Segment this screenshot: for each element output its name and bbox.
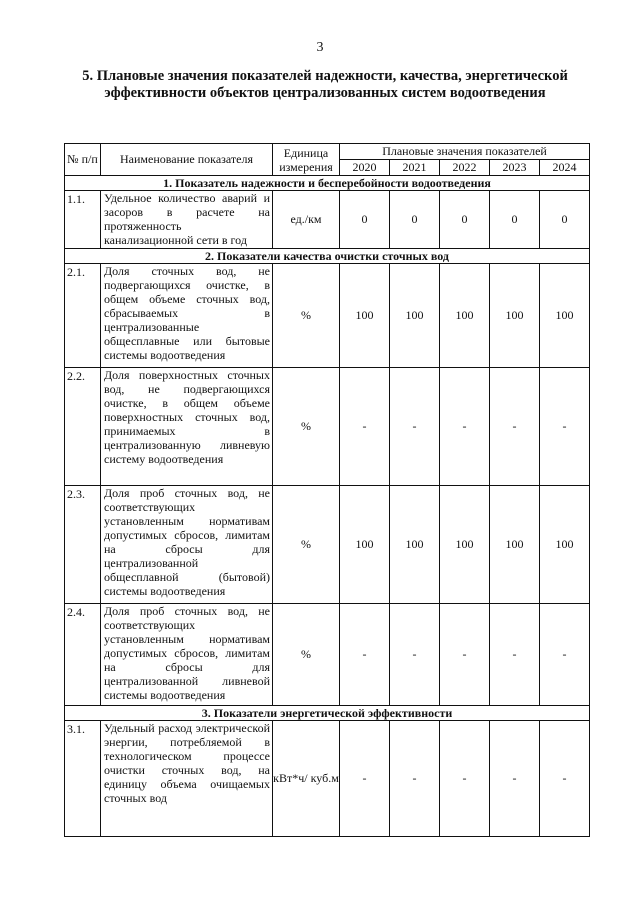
row-number: 2.4. bbox=[65, 604, 101, 706]
unit-cell: % bbox=[273, 604, 340, 706]
value-cell: - bbox=[540, 721, 590, 837]
value-cell: - bbox=[390, 368, 440, 486]
value-cell: - bbox=[490, 604, 540, 706]
value-cell: - bbox=[540, 604, 590, 706]
unit-cell: % bbox=[273, 264, 340, 368]
value-cell: - bbox=[440, 721, 490, 837]
row-number: 2.3. bbox=[65, 486, 101, 604]
indicator-name bbox=[101, 604, 273, 706]
unit-cell: % bbox=[273, 368, 340, 486]
indicator-name bbox=[101, 721, 273, 837]
header-planned-values: Плановые значения показателей bbox=[340, 144, 590, 160]
value-cell: - bbox=[340, 721, 390, 837]
value-cell: 0 bbox=[440, 191, 490, 249]
header-name: Наименование показателя bbox=[101, 144, 273, 176]
value-cell: 100 bbox=[390, 264, 440, 368]
page-title: 5. Плановые значения показателей надежности, качества, энергетической эффективности объектов централизованных систем водоотведения bbox=[82, 68, 568, 101]
header-year: 2022 bbox=[440, 160, 490, 176]
row-number: 2.1. bbox=[65, 264, 101, 368]
table-body bbox=[65, 176, 590, 837]
section-heading-row bbox=[65, 706, 590, 721]
unit-cell: % bbox=[273, 486, 340, 604]
table-row bbox=[65, 368, 590, 486]
indicators-table bbox=[64, 143, 590, 837]
value-cell: 100 bbox=[540, 486, 590, 604]
row-number: 1.1. bbox=[65, 191, 101, 249]
table-row bbox=[65, 191, 590, 249]
value-cell: 100 bbox=[490, 486, 540, 604]
value-cell: - bbox=[340, 604, 390, 706]
value-cell: - bbox=[490, 721, 540, 837]
value-cell: - bbox=[340, 368, 390, 486]
value-cell: 0 bbox=[340, 191, 390, 249]
table-row bbox=[65, 721, 590, 837]
value-cell: 100 bbox=[540, 264, 590, 368]
table-row bbox=[65, 604, 590, 706]
indicator-name-text: Доля поверхностных сточных вод, не подвергающихся очистке, в общем объеме поверхностных сточных вод, принимаемых в централизованную ливневую систему водоотведения bbox=[104, 368, 270, 466]
table-row bbox=[65, 264, 590, 368]
indicator-name bbox=[101, 486, 273, 604]
value-cell: - bbox=[490, 368, 540, 486]
section-heading: 1. Показатель надежности и бесперебойности водоотведения bbox=[65, 176, 590, 191]
value-cell: 100 bbox=[340, 486, 390, 604]
table-row bbox=[65, 486, 590, 604]
row-number: 3.1. bbox=[65, 721, 101, 837]
value-cell: - bbox=[390, 721, 440, 837]
row-number: 2.2. bbox=[65, 368, 101, 486]
value-cell: 100 bbox=[440, 264, 490, 368]
header-year: 2020 bbox=[340, 160, 390, 176]
header-year: 2024 bbox=[540, 160, 590, 176]
section-heading: 2. Показатели качества очистки сточных вод bbox=[65, 249, 590, 264]
unit-cell: кВт*ч/ куб.м bbox=[273, 721, 340, 837]
indicator-name bbox=[101, 264, 273, 368]
value-cell: 100 bbox=[440, 486, 490, 604]
header-number: № п/п bbox=[65, 144, 101, 176]
value-cell: 100 bbox=[340, 264, 390, 368]
value-cell: - bbox=[540, 368, 590, 486]
value-cell: 0 bbox=[490, 191, 540, 249]
header-year: 2023 bbox=[490, 160, 540, 176]
header-year: 2021 bbox=[390, 160, 440, 176]
value-cell: - bbox=[390, 604, 440, 706]
indicator-name-text: Удельный расход электрической энергии, потребляемой в технологическом процессе очистки сточных вод, на единицу объема очищаемых сточных вод bbox=[104, 721, 270, 805]
value-cell: - bbox=[440, 604, 490, 706]
section-heading-row bbox=[65, 176, 590, 191]
value-cell: 0 bbox=[390, 191, 440, 249]
indicator-name-text: Доля проб сточных вод, не соответствующих установленным нормативам допустимых сбросов, лимитам на сбросы для централизованной ливневой системы водоотведения bbox=[104, 604, 270, 702]
value-cell: 0 bbox=[540, 191, 590, 249]
indicator-name-text: Удельное количество аварий и засоров в расчете на протяженность канализационной сети в год bbox=[104, 191, 270, 247]
section-heading: 3. Показатели энергетической эффективности bbox=[65, 706, 590, 721]
unit-cell: ед./км bbox=[273, 191, 340, 249]
indicator-name-text: Доля сточных вод, не подвергающихся очистке, в общем объеме сточных вод, сбрасываемых в централизованные общесплавные или бытовые системы водоотведения bbox=[104, 264, 270, 362]
value-cell: 100 bbox=[490, 264, 540, 368]
section-heading-row bbox=[65, 249, 590, 264]
indicator-name bbox=[101, 191, 273, 249]
value-cell: 100 bbox=[390, 486, 440, 604]
header-unit: Единица измерения bbox=[273, 144, 340, 176]
page-number: 3 bbox=[316, 40, 324, 55]
indicator-name-text: Доля проб сточных вод, не соответствующих установленным нормативам допустимых сбросов, лимитам на сбросы для централизованной общесплавной (бытовой) системы водоотведения bbox=[104, 486, 270, 598]
value-cell: - bbox=[440, 368, 490, 486]
indicator-name bbox=[101, 368, 273, 486]
